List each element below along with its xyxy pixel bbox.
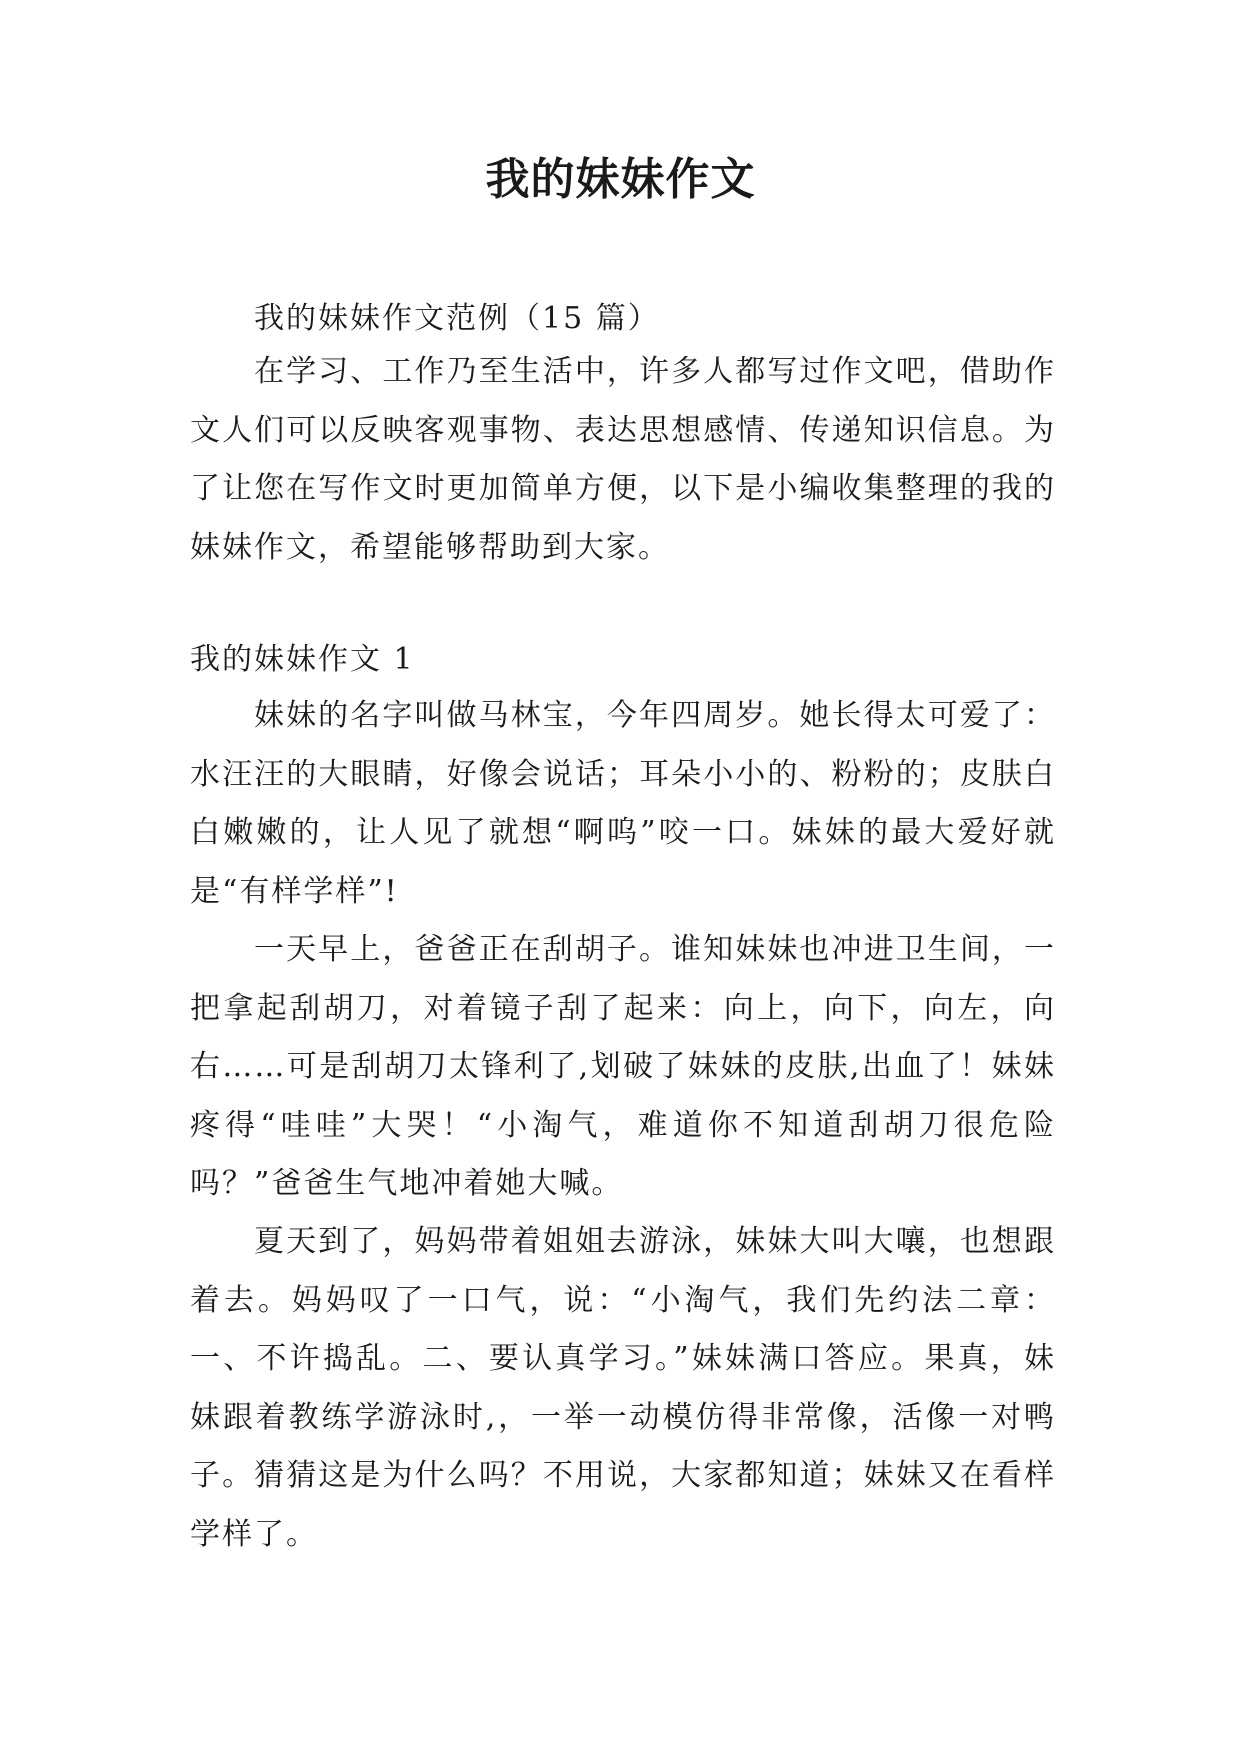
essay-paragraph: 一天早上，爸爸正在刮胡子。谁知妹妹也冲进卫生间，一把拿起刮胡刀，对着镜子刮了起来：向上，向下，向左，向右……可是刮胡刀太锋利了,划破了妹妹的皮肤,出血了！妹妹疼得“哇哇”大哭！“小淘气，难道你不知道刮胡刀很危险吗？”爸爸生气地冲着她大喊。 bbox=[190, 932, 1056, 1201]
essay-paragraph: 妹妹的名字叫做马林宝，今年四周岁。她长得太可爱了：水汪汪的大眼睛，好像会说话；耳朵小小的、粉粉的；皮肤白白嫩嫩的，让人见了就想“啊呜”咬一口。妹妹的最大爱好就是“有样学样”! bbox=[190, 698, 1056, 909]
intro-paragraph: 在学习、工作乃至生活中，许多人都写过作文吧，借助作文人们可以反映客观事物、表达思想感情、传递知识信息。为了让您在写作文时更加简单方便，以下是小编收集整理的我的妹妹作文，希望能够帮助到大家。 bbox=[190, 354, 1056, 565]
essay-paragraph: 夏天到了，妈妈带着姐姐去游泳，妹妹大叫大嚷，也想跟着去。妈妈叹了一口气，说：“小淘气，我们先约法二章：一、不许捣乱。二、要认真学习。”妹妹满口答应。果真，妹妹跟着教练学游泳时,，一举一动模仿得非常像，活像一对鸭子。猜猜这是为什么吗？不用说，大家都知道；妹妹又在看样学样了。 bbox=[190, 1224, 1056, 1552]
essay-heading: 我的妹妹作文 1 bbox=[190, 642, 415, 677]
collection-subtitle: 我的妹妹作文范例（15 篇） bbox=[254, 301, 660, 336]
document-title: 我的妹妹作文 bbox=[485, 154, 756, 205]
